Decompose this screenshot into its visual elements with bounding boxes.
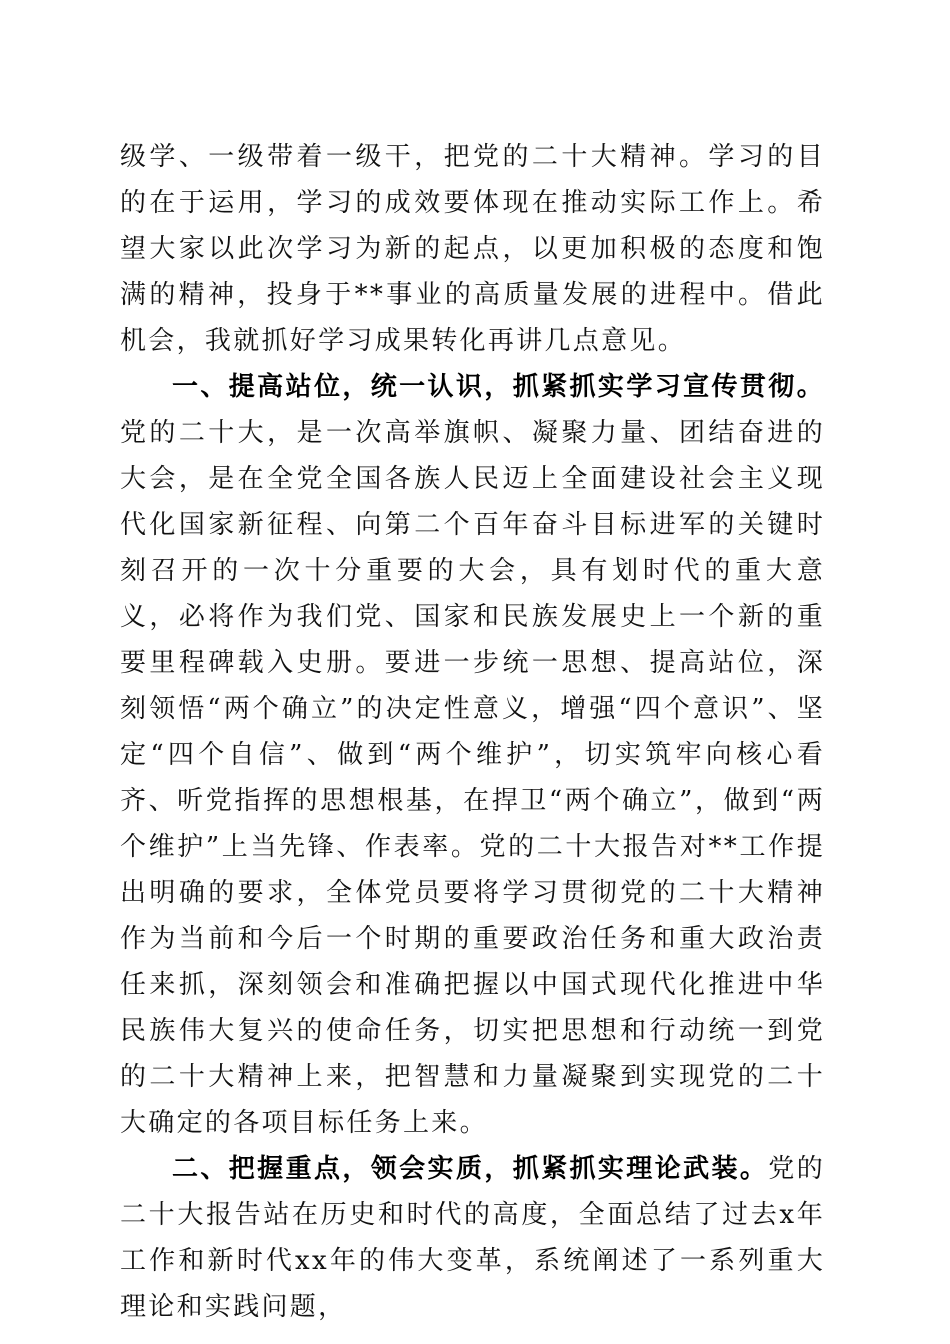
- section-one-heading: 一、提高站位，统一认识，抓紧抓实学习宣传贯彻。: [172, 372, 825, 402]
- paragraph-text: 党的二十大，是一次高举旗帜、凝聚力量、团结奋进的大会，是在全党全国各族人民迈上全面建设社会主义现代化国家新征程、向第二个百年奋斗目标进军的关键时刻召开的一次十分重要的大会，具有划时代的重大意义，必将作为我们党、国家和民族发展史上一个新的重要里程碑载入史册。要进一步统一思想、提高站位，深刻领悟“两个确立”的决定性意义，增强“四个意识”、坚定“四个自信”、做到“两个维护”，切实筑牢向核心看齐、听党指挥的思想根基，在捍卫“两个确立”，做到“两个维护”上当先锋、作表率。党的二十大报告对**工作提出明确的要求，全体党员要将学习贯彻党的二十大精神作为当前和今后一个时期的重要政治任务和重大政治责任来抓，深刻领会和准确把握以中国式现代化推进中华民族伟大复兴的使命任务，切实把思想和行动统一到党的二十大精神上来，把智慧和力量凝聚到实现党的二十大确定的各项目标任务上来。: [120, 418, 825, 1138]
- paragraph-section-two: [120, 1146, 825, 1330]
- paragraph-section-one: [120, 364, 825, 1146]
- paragraph-text: 级学、一级带着一级干，把党的二十大精神。学习的目的在于运用，学习的成效要体现在推动实际工作上。希望大家以此次学习为新的起点，以更加积极的态度和饱满的精神，投身于**事业的高质量发展的进程中。借此机会，我就抓好学习成果转化再讲几点意见。: [120, 142, 825, 356]
- document-body: [120, 134, 825, 1330]
- section-two-heading: 二、把握重点，领会实质，抓紧抓实理论武装。: [172, 1154, 769, 1184]
- paragraph-intro-continued: [120, 134, 825, 364]
- paragraph-text: 党的二十大报告站在历史和时代的高度，全面总结了过去x年工作和新时代xx年的伟大变革，系统阐述了一系列重大理论和实践问题，: [120, 1154, 825, 1322]
